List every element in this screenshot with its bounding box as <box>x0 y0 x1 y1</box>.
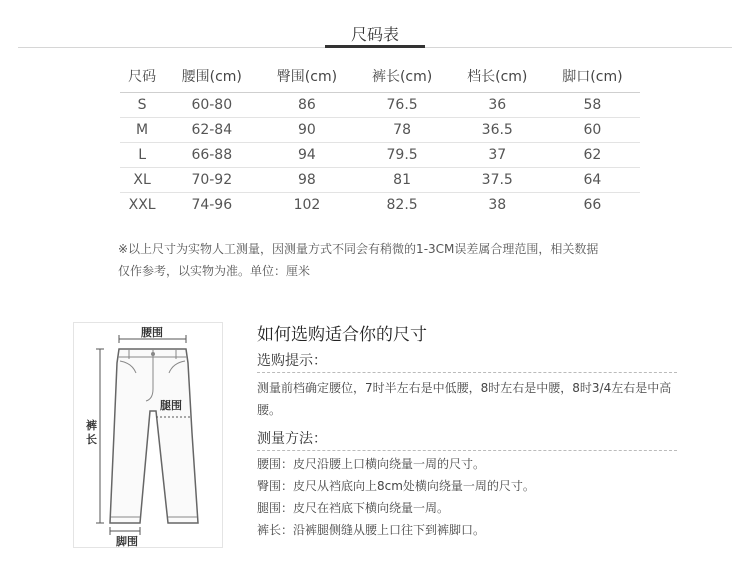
table-cell: 79.5 <box>355 142 450 167</box>
column-header: 臀围(cm) <box>259 60 354 92</box>
title-underline <box>325 45 425 48</box>
table-cell: 74-96 <box>191 196 233 213</box>
table-cell: 37.5 <box>450 167 545 192</box>
table-cell: 90 <box>259 117 354 142</box>
hem-label: 脚围 <box>116 535 138 548</box>
table-cell: L <box>120 142 164 167</box>
note-line: ※以上尺寸为实物人工测量，因测量方式不同会有稍微的1-3CM误差属合理范围，相关数据 <box>118 242 599 256</box>
table-cell: XL <box>120 167 164 192</box>
table-cell: 62 <box>545 142 640 167</box>
guide-title: 如何选购适合你的尺寸 <box>257 325 427 345</box>
table-cell: 36.5 <box>450 117 545 142</box>
table-cell: 86 <box>259 92 354 117</box>
table-cell: S <box>120 92 164 117</box>
table-cell: 82.5 <box>386 196 418 213</box>
table-row <box>120 117 640 142</box>
length-label: 裤长 <box>86 419 97 446</box>
thigh-label: 腿围 <box>160 399 182 412</box>
column-header: 脚口(cm) <box>545 60 640 92</box>
tips-text: 测量前档确定腰位，7时半左右是中低腰，8时左右是中腰，8时3/4左右是中高腰。 <box>257 381 672 417</box>
table-cell: 78 <box>355 117 450 142</box>
column-header: 档长(cm) <box>450 60 545 92</box>
table-cell: 81 <box>355 167 450 192</box>
method-item-waist: 腰围：皮尺沿腰上口横向绕量一周的尺寸。 <box>257 457 486 471</box>
table-cell: 64 <box>545 167 640 192</box>
table-cell: M <box>120 117 164 142</box>
table-header-row <box>120 60 640 92</box>
tips-heading: 选购提示： <box>257 353 327 369</box>
size-chart-header <box>0 0 750 60</box>
column-header: 尺码 <box>120 60 164 92</box>
table-cell: 38 <box>488 196 507 213</box>
table-cell: XXL <box>128 196 156 213</box>
table-row <box>120 142 640 167</box>
column-header: 腰围(cm) <box>164 60 259 92</box>
pants-diagram <box>73 322 223 548</box>
table-cell: 70-92 <box>164 167 259 192</box>
column-header: 裤长(cm) <box>355 60 450 92</box>
table-cell: 94 <box>259 142 354 167</box>
page-title: 尺码表 <box>350 25 399 44</box>
method-heading: 测量方法： <box>257 431 327 447</box>
method-item-length: 裤长：沿裤腿侧缝从腰上口往下到裤脚口。 <box>257 523 486 537</box>
method-divider <box>257 450 677 451</box>
table-cell: 60-80 <box>164 92 259 117</box>
table-cell: 102 <box>293 196 321 213</box>
table-cell: 66 <box>583 196 602 213</box>
table-cell: 76.5 <box>355 92 450 117</box>
table-cell: 58 <box>545 92 640 117</box>
table-cell: 37 <box>450 142 545 167</box>
waist-label: 腰围 <box>141 326 163 339</box>
note-line: 仅作参考，以实物为准。单位：厘米 <box>118 264 311 278</box>
table-cell: 36 <box>450 92 545 117</box>
tips-divider <box>257 372 677 373</box>
table-row <box>120 192 640 217</box>
size-table <box>120 60 640 217</box>
table-row <box>120 167 640 192</box>
method-item-thigh: 腿围：皮尺在裆底下横向绕量一周。 <box>257 501 450 515</box>
table-row <box>120 92 640 117</box>
method-item-hip: 臀围：皮尺从裆底向上8cm处横向绕量一周的尺寸。 <box>257 479 535 493</box>
table-cell: 60 <box>545 117 640 142</box>
table-cell: 62-84 <box>164 117 259 142</box>
measurement-note <box>118 238 658 282</box>
table-cell: 98 <box>259 167 354 192</box>
table-cell: 66-88 <box>164 142 259 167</box>
